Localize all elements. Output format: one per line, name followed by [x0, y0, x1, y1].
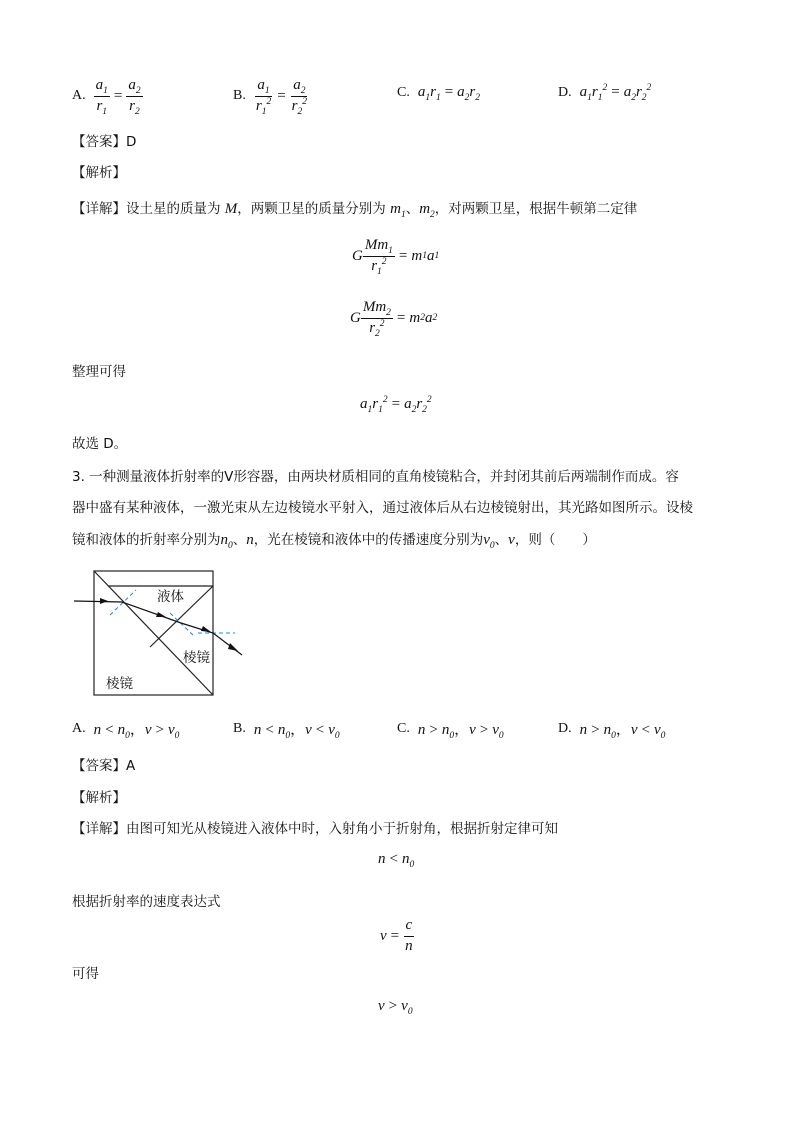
option-formula: $a_1r_1 = a_2r_2$	[417, 84, 480, 103]
option-formula: $\frac{a_1}{r_1^2}$ = $\frac{a_2}{r_2^2}$	[255, 77, 307, 117]
q2-answer: 【答案】D	[72, 134, 137, 150]
q3-thus: 可得	[72, 966, 99, 982]
detail-lead: 【详解】	[72, 821, 126, 837]
option-formula: $n > n_0$，$v > v_0$	[417, 722, 504, 741]
equation-speed: v = $\frac{c}{n}$	[380, 917, 413, 954]
option-label: C.	[397, 84, 410, 100]
q2-option-c	[397, 84, 480, 101]
q3-option-a	[72, 718, 179, 739]
q2-option-a	[72, 78, 143, 115]
arrow-head-3	[201, 626, 211, 632]
symbol-M: M	[224, 201, 238, 217]
option-formula: $n < n_0$，$v > v_0$	[93, 722, 180, 741]
q2-option-b	[233, 78, 309, 115]
option-label: D.	[558, 84, 572, 100]
equation-n-less-n0: $n < n_0$	[378, 851, 415, 870]
option-formula: $\frac{a_1}{r_1}$ = $\frac{a_2}{r_2}$	[95, 77, 141, 117]
equation-result: $a_1r_1^2 = a_2r_2^2$	[360, 395, 432, 415]
arrow-head-2	[156, 612, 166, 617]
option-label: A.	[72, 720, 86, 736]
option-label: D.	[558, 720, 572, 736]
q2-organize: 整理可得	[72, 364, 126, 380]
q2-detail: 【详解】设土星的质量为 M，两颗卫星的质量分别为 $m_1$、$m_2$，对两颗卫星，根据牛顿第二定律	[72, 201, 638, 220]
light-ray-incident	[74, 601, 122, 602]
option-formula: $a_1r_1^2 = a_2r_2^2$	[579, 83, 652, 103]
label-right-prism: 棱镜	[183, 650, 210, 666]
option-label: B.	[233, 720, 246, 736]
option-label: C.	[397, 720, 410, 736]
arrow-head-1	[100, 598, 108, 604]
q2-conclusion: 故选 D。	[72, 436, 128, 452]
equation-gravity-2: G $\frac{Mm_2}{r_2^2}$ = m 2 a 2	[350, 299, 438, 339]
q3-answer: 【答案】A	[72, 758, 136, 774]
q3-stem-line2: 器中盛有某种液体，一激光束从左边棱镜水平射入，通过液体后从右边棱镜射出，其光路如图所示。设棱	[72, 500, 693, 516]
option-label: B.	[233, 88, 246, 104]
q3-stem-line1: 3. 一种测量液体折射率的Ⅴ形容器，由两块材质相同的直角棱镜粘合，并封闭其前后两端制作而成。容	[72, 469, 679, 485]
label-left-prism: 棱镜	[106, 676, 133, 692]
option-formula: $n > n_0$，$v < v_0$	[579, 722, 666, 741]
detail-lead: 【详解】	[72, 201, 126, 217]
q3-option-c	[397, 718, 504, 739]
option-label: A.	[72, 88, 86, 104]
light-ray-path	[122, 602, 242, 655]
q3-stem-line3: 镜和液体的折射率分别为$n_0$、n，光在棱镜和液体中的传播速度分别为$v_0$、v，则（ ）	[72, 532, 596, 551]
q2-option-d	[558, 84, 651, 101]
q3-detail: 【详解】由图可知光从棱镜进入液体中时，入射角小于折射角，根据折射定律可知	[72, 821, 558, 837]
q3-speed-intro: 根据折射率的速度表达式	[72, 894, 221, 910]
q3-option-b	[233, 718, 340, 739]
option-formula: $n < n_0$，$v < v_0$	[253, 722, 340, 741]
label-liquid: 液体	[157, 589, 184, 605]
q3-analysis-heading: 【解析】	[72, 790, 126, 806]
q2-analysis-heading: 【解析】	[72, 165, 126, 181]
equation-gravity-1: G $\frac{Mm_1}{r_1^2}$ = m 1 a 1	[352, 237, 440, 277]
equation-v-greater-v0: $v > v_0$	[378, 998, 413, 1017]
arrow-head-4	[228, 643, 238, 651]
q3-option-d	[558, 718, 665, 739]
